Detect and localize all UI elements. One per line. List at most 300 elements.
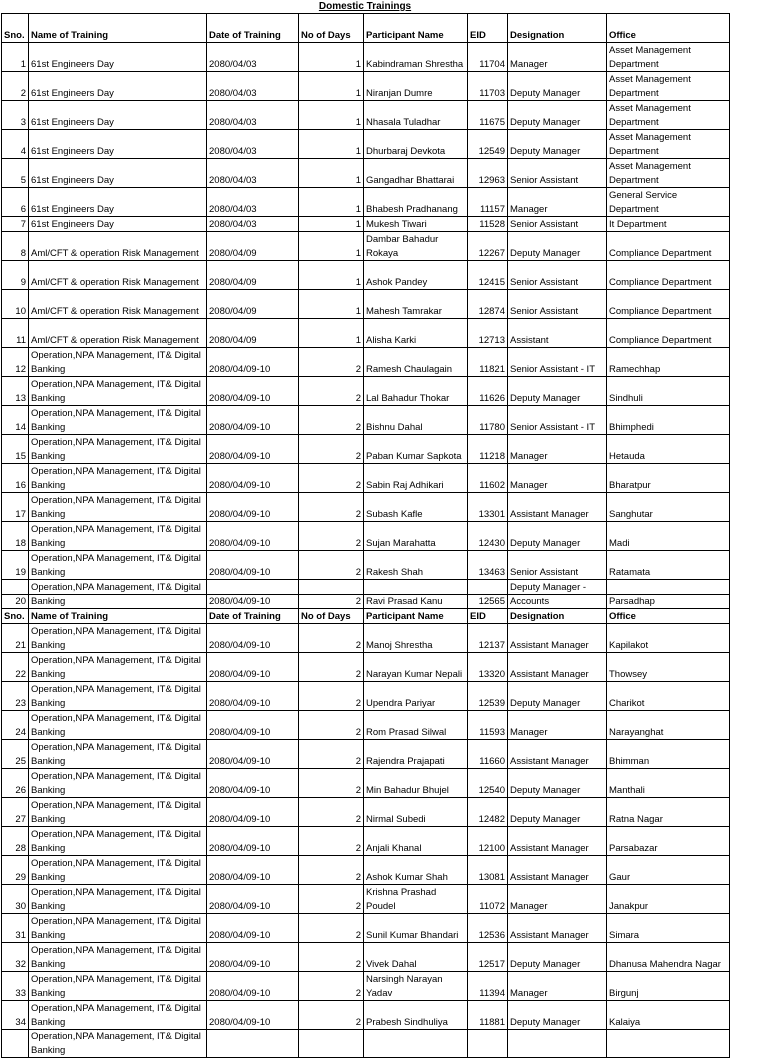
days-cell: 1 [299,101,364,130]
table-row [2,159,730,188]
days-cell: 2 [299,551,364,580]
participant-name-cell: Manoj Shrestha [364,624,468,653]
sno-cell: 18 [2,522,29,551]
days-cell: 2 [299,943,364,972]
training-name-cell: Operation,NPA Management, IT& Digital Banking [29,653,207,682]
sno-cell: 19 [2,551,29,580]
sno-cell: 28 [2,827,29,856]
training-name-cell: 61st Engineers Day [29,217,207,232]
participant-name-cell: Mukesh Tiwari [364,217,468,232]
training-name-cell: 61st Engineers Day [29,72,207,101]
table-row [2,624,730,653]
table-row [2,348,730,377]
office-cell: Charikot [607,682,730,711]
days-cell: 1 [299,159,364,188]
training-date-cell: 2080/04/03 [207,130,299,159]
sno-cell [2,1030,29,1058]
training-name-cell: Operation,NPA Management, IT& Digital Banking [29,943,207,972]
eid-cell: 13081 [468,856,508,885]
header-designation: Designation [508,14,607,43]
table-row [2,972,730,1001]
eid-cell: 12536 [468,914,508,943]
designation-cell: Manager [508,464,607,493]
eid-cell: 12549 [468,130,508,159]
training-name-cell: Operation,NPA Management, IT& Digital Banking [29,769,207,798]
table-row [2,827,730,856]
sno-cell: 14 [2,406,29,435]
training-date-cell: 2080/04/09-10 [207,798,299,827]
eid-cell: 13320 [468,653,508,682]
training-name-cell: Aml/CFT & operation Risk Management [29,232,207,261]
eid-cell: 12539 [468,682,508,711]
header-row [2,14,730,43]
days-cell: 2 [299,1001,364,1030]
training-date-cell: 2080/04/09 [207,319,299,348]
table-row [2,290,730,319]
table-row [2,1001,730,1030]
training-name-cell: Aml/CFT & operation Risk Management [29,319,207,348]
eid-cell: 12267 [468,232,508,261]
designation-cell: Manager [508,43,607,72]
designation-cell: Assistant Manager [508,493,607,522]
participant-name-cell: Niranjan Dumre [364,72,468,101]
participant-name-cell: Nirmal Subedi [364,798,468,827]
designation-cell: Deputy Manager [508,682,607,711]
training-date-cell: 2080/04/09-10 [207,711,299,740]
eid-cell: 11703 [468,72,508,101]
table-row [2,188,730,217]
training-name-cell: Operation,NPA Management, IT& Digital Banking [29,377,207,406]
header-days: No of Days [299,14,364,43]
training-date-cell: 2080/04/09-10 [207,377,299,406]
eid-cell: 11660 [468,740,508,769]
days-cell: 2 [299,653,364,682]
eid-cell: 12874 [468,290,508,319]
table-row [2,740,730,769]
office-cell: Bhimphedi [607,406,730,435]
days-cell: 2 [299,914,364,943]
training-name-cell: Operation,NPA Management, IT& Digital Banking [29,914,207,943]
eid-cell: 11675 [468,101,508,130]
eid-cell: 12540 [468,769,508,798]
office-cell: Kalaiya [607,1001,730,1030]
training-name-cell: Aml/CFT & operation Risk Management [29,261,207,290]
days-cell: 2 [299,377,364,406]
table-row [2,493,730,522]
header-days: No of Days [299,595,364,624]
designation-cell: Assistant Manager [508,653,607,682]
eid-cell: 11881 [468,1001,508,1030]
table-row [2,43,730,72]
document-title: Domestic Trainings [318,1,412,12]
training-name-cell: Operation,NPA Management, IT& Digital Banking [29,522,207,551]
eid-cell: 13301 [468,493,508,522]
office-cell: Ratna Nagar [607,798,730,827]
sno-cell: 2 [2,72,29,101]
participant-name-cell: Min Bahadur Bhujel [364,769,468,798]
training-table-1 [1,13,730,609]
sno-cell: 9 [2,261,29,290]
designation-cell: Deputy Manager [508,522,607,551]
days-cell: 1 [299,43,364,72]
training-date-cell: 2080/04/09-10 [207,827,299,856]
sno-cell: 33 [2,972,29,1001]
training-name-cell: Operation,NPA Management, IT& Digital Banking [29,972,207,1001]
training-name-cell: Operation,NPA Management, IT& Digital Banking [29,827,207,856]
sno-cell: 27 [2,798,29,827]
header-eid: EID [468,14,508,43]
table-row [2,798,730,827]
participant-name-cell: Sabin Raj Adhikari [364,464,468,493]
days-cell: 1 [299,130,364,159]
table-row [2,72,730,101]
sno-cell: 1 [2,43,29,72]
office-cell: It Department [607,217,730,232]
days-cell: 1 [299,72,364,101]
training-date-cell: 2080/04/09-10 [207,1001,299,1030]
training-name-cell: 61st Engineers Day [29,130,207,159]
training-name-cell: Operation,NPA Management, IT& Digital Banking [29,624,207,653]
designation-cell: Deputy Manager [508,798,607,827]
participant-name-cell: Ashok Pandey [364,261,468,290]
participant-name-cell: Mahesh Tamrakar [364,290,468,319]
participant-name-cell: Gangadhar Bhattarai [364,159,468,188]
sno-cell: 34 [2,1001,29,1030]
header-office: Office [607,14,730,43]
training-date-cell: 2080/04/09-10 [207,769,299,798]
days-cell: 2 [299,798,364,827]
training-date-cell: 2080/04/09 [207,232,299,261]
office-cell: Gaur [607,856,730,885]
designation-cell: Assistant Manager [508,856,607,885]
days-cell [299,1030,364,1058]
sno-cell: 29 [2,856,29,885]
participant-name-cell: Upendra Pariyar [364,682,468,711]
days-cell: 1 [299,232,364,261]
header-eid: EID [468,595,508,624]
training-name-cell: Operation,NPA Management, IT& Digital Banking [29,711,207,740]
days-cell: 2 [299,580,364,609]
training-name-cell: Operation,NPA Management, IT& Digital Banking [29,580,207,609]
training-name-cell: 61st Engineers Day [29,43,207,72]
participant-name-cell: Ravi Prasad Kanu [364,580,468,609]
training-name-cell: Aml/CFT & operation Risk Management [29,290,207,319]
sno-cell: 15 [2,435,29,464]
participant-name-cell: Nhasala Tuladhar [364,101,468,130]
eid-cell: 11704 [468,43,508,72]
sno-cell: 20 [2,580,29,609]
eid-cell: 12100 [468,827,508,856]
designation-cell: Assistant Manager [508,624,607,653]
office-cell: Asset Management Department [607,101,730,130]
participant-name-cell: Anjali Khanal [364,827,468,856]
training-date-cell: 2080/04/09-10 [207,348,299,377]
training-date-cell [207,1030,299,1058]
eid-cell: 12565 [468,580,508,609]
header-office: Office [607,595,730,624]
table-row [2,261,730,290]
days-cell: 2 [299,827,364,856]
eid-cell: 11626 [468,377,508,406]
table-row [2,653,730,682]
participant-name-cell: Krishna Prashad Poudel [364,885,468,914]
eid-cell: 12137 [468,624,508,653]
training-name-cell: Operation,NPA Management, IT& Digital Banking [29,406,207,435]
table-row [2,769,730,798]
training-date-cell: 2080/04/09 [207,261,299,290]
sno-cell: 8 [2,232,29,261]
office-cell: Compliance Department [607,261,730,290]
header-date: Date of Training [207,595,299,624]
sno-cell: 23 [2,682,29,711]
training-date-cell: 2080/04/09-10 [207,580,299,609]
participant-name-cell: Sujan Marahatta [364,522,468,551]
office-cell: General Service Department [607,188,730,217]
header-row [2,595,730,624]
sno-cell: 3 [2,101,29,130]
participant-name-cell: Alisha Karki [364,319,468,348]
sno-cell: 32 [2,943,29,972]
office-cell: Compliance Department [607,319,730,348]
office-cell: Asset Management Department [607,43,730,72]
table-row [2,464,730,493]
days-cell: 2 [299,682,364,711]
table-row [2,377,730,406]
designation-cell: Assistant Manager [508,914,607,943]
office-cell: Parsabazar [607,827,730,856]
days-cell: 1 [299,290,364,319]
training-date-cell: 2080/04/09-10 [207,493,299,522]
training-date-cell: 2080/04/09-10 [207,406,299,435]
sno-cell: 11 [2,319,29,348]
training-date-cell: 2080/04/09 [207,290,299,319]
sno-cell: 24 [2,711,29,740]
sno-cell: 16 [2,464,29,493]
training-date-cell: 2080/04/09-10 [207,856,299,885]
training-name-cell: Operation,NPA Management, IT& Digital Banking [29,1030,207,1058]
training-date-cell: 2080/04/09-10 [207,522,299,551]
office-cell: Parsadhap [607,580,730,609]
table-row [2,217,730,232]
table-row [2,130,730,159]
sno-cell: 17 [2,493,29,522]
training-name-cell: Operation,NPA Management, IT& Digital Banking [29,682,207,711]
designation-cell: Deputy Manager [508,1001,607,1030]
header-sno: Sno. [2,595,29,624]
office-cell: Asset Management Department [607,72,730,101]
days-cell: 2 [299,856,364,885]
days-cell: 2 [299,972,364,1001]
training-date-cell: 2080/04/09-10 [207,435,299,464]
header-sno: Sno. [2,14,29,43]
eid-cell: 11072 [468,885,508,914]
sno-cell: 6 [2,188,29,217]
days-cell: 2 [299,348,364,377]
designation-cell: Deputy Manager [508,72,607,101]
training-date-cell: 2080/04/03 [207,101,299,130]
days-cell: 1 [299,319,364,348]
designation-cell: Senior Assistant - IT [508,348,607,377]
participant-name-cell: Paban Kumar Sapkota [364,435,468,464]
eid-cell: 11593 [468,711,508,740]
days-cell: 2 [299,769,364,798]
office-cell: Compliance Department [607,232,730,261]
days-cell: 2 [299,493,364,522]
designation-cell: Manager [508,435,607,464]
eid-cell: 13463 [468,551,508,580]
table-row [2,1030,730,1058]
table-row [2,232,730,261]
designation-cell: Manager [508,885,607,914]
table-row [2,885,730,914]
participant-name-cell: Narsingh Narayan Yadav [364,972,468,1001]
designation-cell: Deputy Manager [508,232,607,261]
days-cell: 2 [299,435,364,464]
training-date-cell: 2080/04/09-10 [207,943,299,972]
participant-name-cell: Bishnu Dahal [364,406,468,435]
sno-cell: 10 [2,290,29,319]
header-date: Date of Training [207,14,299,43]
participant-name-cell [364,1030,468,1058]
participant-name-cell: Narayan Kumar Nepali [364,653,468,682]
office-cell: Asset Management Department [607,159,730,188]
training-date-cell: 2080/04/09-10 [207,624,299,653]
office-cell: Kapilakot [607,624,730,653]
training-date-cell: 2080/04/03 [207,217,299,232]
office-cell: Asset Management Department [607,130,730,159]
office-cell: Sanghutar [607,493,730,522]
designation-cell [508,1030,607,1058]
participant-name-cell: Ramesh Chaulagain [364,348,468,377]
sno-cell: 26 [2,769,29,798]
designation-cell: Assistant Manager [508,827,607,856]
sno-cell: 21 [2,624,29,653]
eid-cell: 11157 [468,188,508,217]
participant-name-cell: Vivek Dahal [364,943,468,972]
training-table-2 [1,594,730,1058]
training-date-cell: 2080/04/03 [207,72,299,101]
participant-name-cell: Bhabesh Pradhanang [364,188,468,217]
training-date-cell: 2080/04/09-10 [207,551,299,580]
participant-name-cell: Lal Bahadur Thokar [364,377,468,406]
designation-cell: Assistant Manager [508,740,607,769]
days-cell: 1 [299,261,364,290]
eid-cell: 12517 [468,943,508,972]
training-name-cell: Operation,NPA Management, IT& Digital Banking [29,885,207,914]
training-name-cell: Operation,NPA Management, IT& Digital Banking [29,856,207,885]
table-row [2,943,730,972]
eid-cell: 12713 [468,319,508,348]
designation-cell: Senior Assistant [508,290,607,319]
designation-cell: Senior Assistant [508,159,607,188]
office-cell: Janakpur [607,885,730,914]
table-row [2,711,730,740]
designation-cell: Deputy Manager - Accounts [508,580,607,609]
participant-name-cell: Kabindraman Shrestha [364,43,468,72]
training-date-cell: 2080/04/03 [207,43,299,72]
office-cell: Manthali [607,769,730,798]
sno-cell: 30 [2,885,29,914]
table-row [2,551,730,580]
designation-cell: Deputy Manager [508,769,607,798]
office-cell: Compliance Department [607,290,730,319]
participant-name-cell: Rom Prasad Silwal [364,711,468,740]
office-cell: Narayanghat [607,711,730,740]
office-cell: Simara [607,914,730,943]
participant-name-cell: Sunil Kumar Bhandari [364,914,468,943]
eid-cell: 12415 [468,261,508,290]
table-row [2,682,730,711]
training-name-cell: Operation,NPA Management, IT& Digital Banking [29,1001,207,1030]
designation-cell: Assistant [508,319,607,348]
participant-name-cell: Rajendra Prajapati [364,740,468,769]
training-date-cell: 2080/04/09-10 [207,653,299,682]
days-cell: 1 [299,217,364,232]
days-cell: 2 [299,624,364,653]
eid-cell: 12482 [468,798,508,827]
training-date-cell: 2080/04/09-10 [207,464,299,493]
designation-cell: Deputy Manager [508,101,607,130]
office-cell: Bharatpur [607,464,730,493]
sno-cell: 5 [2,159,29,188]
designation-cell: Senior Assistant [508,551,607,580]
training-name-cell: 61st Engineers Day [29,188,207,217]
training-name-cell: Operation,NPA Management, IT& Digital Banking [29,493,207,522]
training-name-cell: 61st Engineers Day [29,159,207,188]
participant-name-cell: Dhurbaraj Devkota [364,130,468,159]
designation-cell: Manager [508,188,607,217]
participant-name-cell: Ashok Kumar Shah [364,856,468,885]
table-row [2,914,730,943]
training-name-cell: Operation,NPA Management, IT& Digital Banking [29,435,207,464]
table-row [2,319,730,348]
sno-cell: 13 [2,377,29,406]
eid-cell: 12430 [468,522,508,551]
designation-cell: Deputy Manager [508,377,607,406]
designation-cell: Manager [508,711,607,740]
training-name-cell: Operation,NPA Management, IT& Digital Banking [29,798,207,827]
office-cell: Birgunj [607,972,730,1001]
header-designation: Designation [508,595,607,624]
table-row [2,101,730,130]
sno-cell: 31 [2,914,29,943]
table-row [2,435,730,464]
days-cell: 1 [299,188,364,217]
designation-cell: Deputy Manager [508,130,607,159]
days-cell: 2 [299,711,364,740]
eid-cell: 11218 [468,435,508,464]
header-name: Name of Training [29,14,207,43]
training-date-cell: 2080/04/03 [207,159,299,188]
office-cell: Madi [607,522,730,551]
training-date-cell: 2080/04/09-10 [207,885,299,914]
office-cell: Ramechhap [607,348,730,377]
eid-cell: 11602 [468,464,508,493]
participant-name-cell: Dambar Bahadur Rokaya [364,232,468,261]
sno-cell: 4 [2,130,29,159]
office-cell: Bhimman [607,740,730,769]
table-row [2,856,730,885]
sno-cell: 7 [2,217,29,232]
office-cell: Ratamata [607,551,730,580]
days-cell: 2 [299,464,364,493]
designation-cell: Senior Assistant [508,217,607,232]
training-name-cell: 61st Engineers Day [29,101,207,130]
office-cell [607,1030,730,1058]
training-name-cell: Operation,NPA Management, IT& Digital Banking [29,551,207,580]
header-name: Name of Training [29,595,207,624]
days-cell: 2 [299,740,364,769]
